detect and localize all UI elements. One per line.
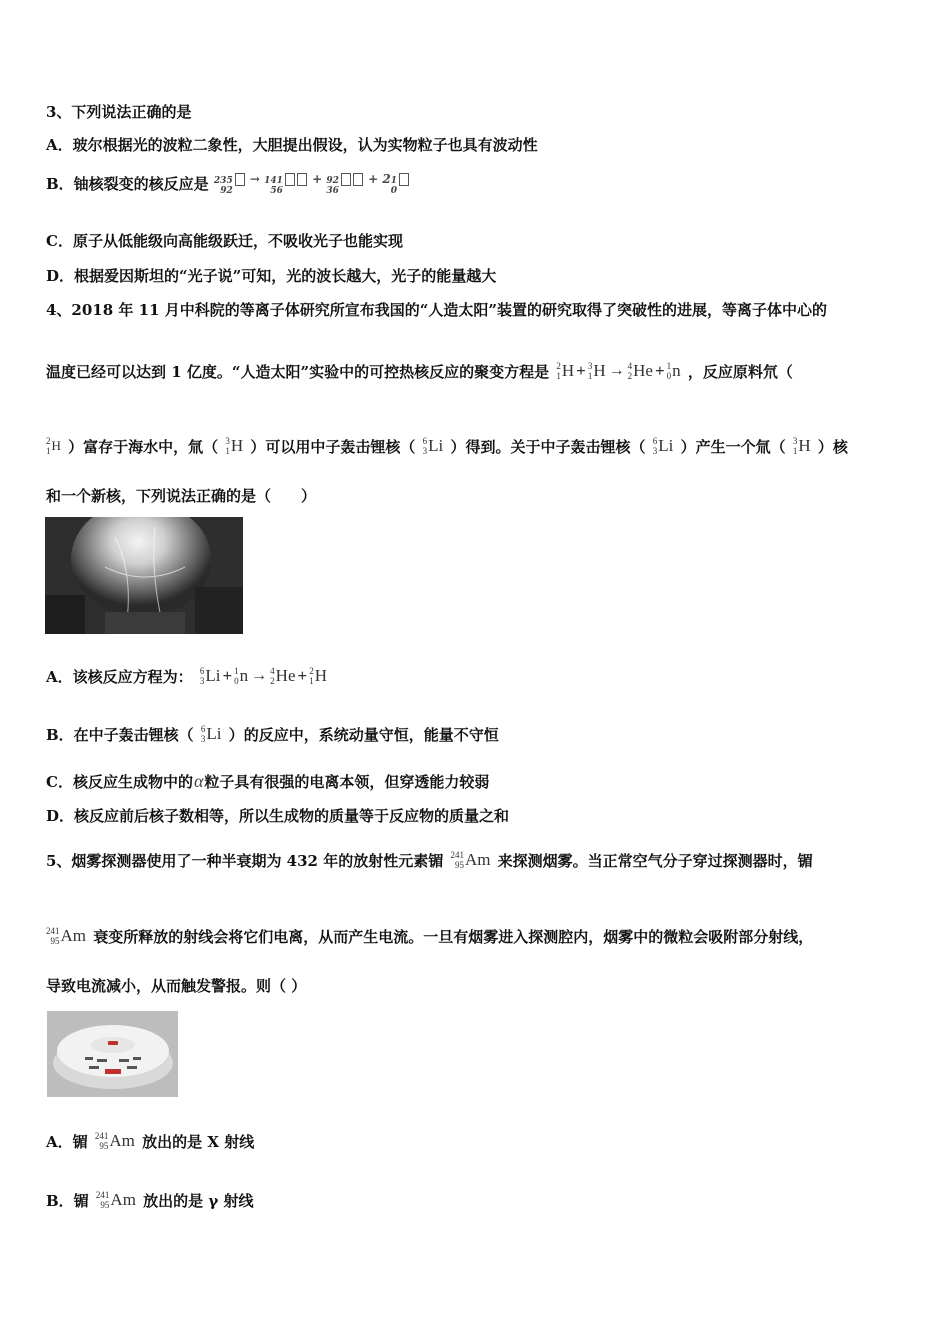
americium-symbol: 241 95 Am bbox=[95, 1190, 136, 1210]
q4-stem-line4: 和一个新核，下列说法正确的是（ ） bbox=[46, 487, 317, 505]
q5-stem-line3: 导致电流减小，从而触发警报。则（ ） bbox=[46, 977, 307, 995]
americium-symbol: 241 95 Am bbox=[450, 850, 491, 870]
q4-option-a: A．该核反应方程为： 6 3 Li + 1 0 n → 4 2 He + 2 1 H bbox=[46, 666, 327, 686]
q5-option-a: A．镅 241 95 Am 放出的是 X 射线 bbox=[46, 1131, 255, 1151]
tritium-symbol: 3 1 H bbox=[792, 436, 811, 456]
q3-stem: 3、下列说法正确的是 bbox=[46, 103, 192, 121]
q3-option-d: D．根据爱因斯坦的“光子说”可知，光的波长越大，光子的能量越大 bbox=[46, 267, 497, 285]
q5-option-b: B．镅 241 95 Am 放出的是 γ 射线 bbox=[46, 1190, 254, 1210]
q3-option-b-label: B．铀核裂变的核反应是 bbox=[46, 175, 209, 193]
fusion-equation: 2 1 H + 3 1 H → 4 2 He + 1 0 n bbox=[556, 361, 681, 381]
q3-option-b bbox=[46, 174, 410, 202]
q5-stem-line2: 241 95 Am 衰变所释放的射线会将它们电离，从而产生电流。一旦有烟雾进入探测腔内，烟雾中的微粒会吸附部分射线， bbox=[46, 926, 814, 946]
americium-symbol: 241 95 Am bbox=[94, 1131, 135, 1151]
lithium-symbol: 6 3 Li bbox=[652, 436, 674, 456]
smoke-detector-photo bbox=[47, 1011, 178, 1097]
q4-stem-line1: 4、2018 年 11 月中科院的等离子体研究所宣布我国的“人造太阳”装置的研究取得了突破性的进展，等离子体中心的 bbox=[46, 301, 827, 319]
lithium-symbol: 6 3 Li bbox=[422, 436, 444, 456]
q4-stem-line2: 温度已经可以达到 1 亿度。“人造太阳”实验中的可控热核反应的聚变方程是 2 1 H + 3 1 H → 4 2 He + 1 0 n ，反应原料氘（ bbox=[46, 361, 793, 381]
lithium-reaction-equation: 6 3 Li + 1 0 n → 4 2 He + 2 1 H bbox=[199, 666, 327, 686]
q4-option-d: D．核反应前后核子数相等，所以生成物的质量等于反应物的质量之和 bbox=[46, 807, 510, 825]
q4-option-b: B．在中子轰击锂核（ 6 3 Li ）的反应中，系统动量守恒，能量不守恒 bbox=[46, 724, 499, 744]
deuterium-symbol: 2 1 H bbox=[46, 436, 61, 456]
americium-symbol: 241 95 Am bbox=[46, 926, 86, 946]
lithium-symbol: 6 3 Li bbox=[200, 724, 222, 744]
q3-option-c: C．原子从低能级向高能级跃迁，不吸收光子也能实现 bbox=[46, 232, 403, 250]
q4-stem-line3: 2 1 H ）富存于海水中，氚（ 3 1 H ）可以用中子轰击锂核（ 6 3 Li ）得到。关于中子轰击锂核（ 6 3 Li ）产生一个氚（ 3 1 H ）核 bbox=[46, 436, 848, 456]
alpha-symbol: α bbox=[193, 771, 204, 791]
plasma-photo bbox=[45, 517, 243, 634]
tritium-symbol: 3 1 H bbox=[225, 436, 244, 456]
q4-option-c: C．核反应生成物中的α粒子具有很强的电离本领，但穿透能力较弱 bbox=[46, 771, 490, 791]
fission-equation: 235 92 → 141 56 + 92 36 + 2 1 0 bbox=[214, 172, 410, 186]
q3-option-a: A．玻尔根据光的波粒二象性，大胆提出假设，认为实物粒子也具有波动性 bbox=[46, 136, 538, 154]
q5-stem-line1: 5、烟雾探测器使用了一种半衰期为 432 年的放射性元素镅 241 95 Am 来探测烟雾。当正常空气分子穿过探测器时，镅 bbox=[46, 850, 813, 870]
